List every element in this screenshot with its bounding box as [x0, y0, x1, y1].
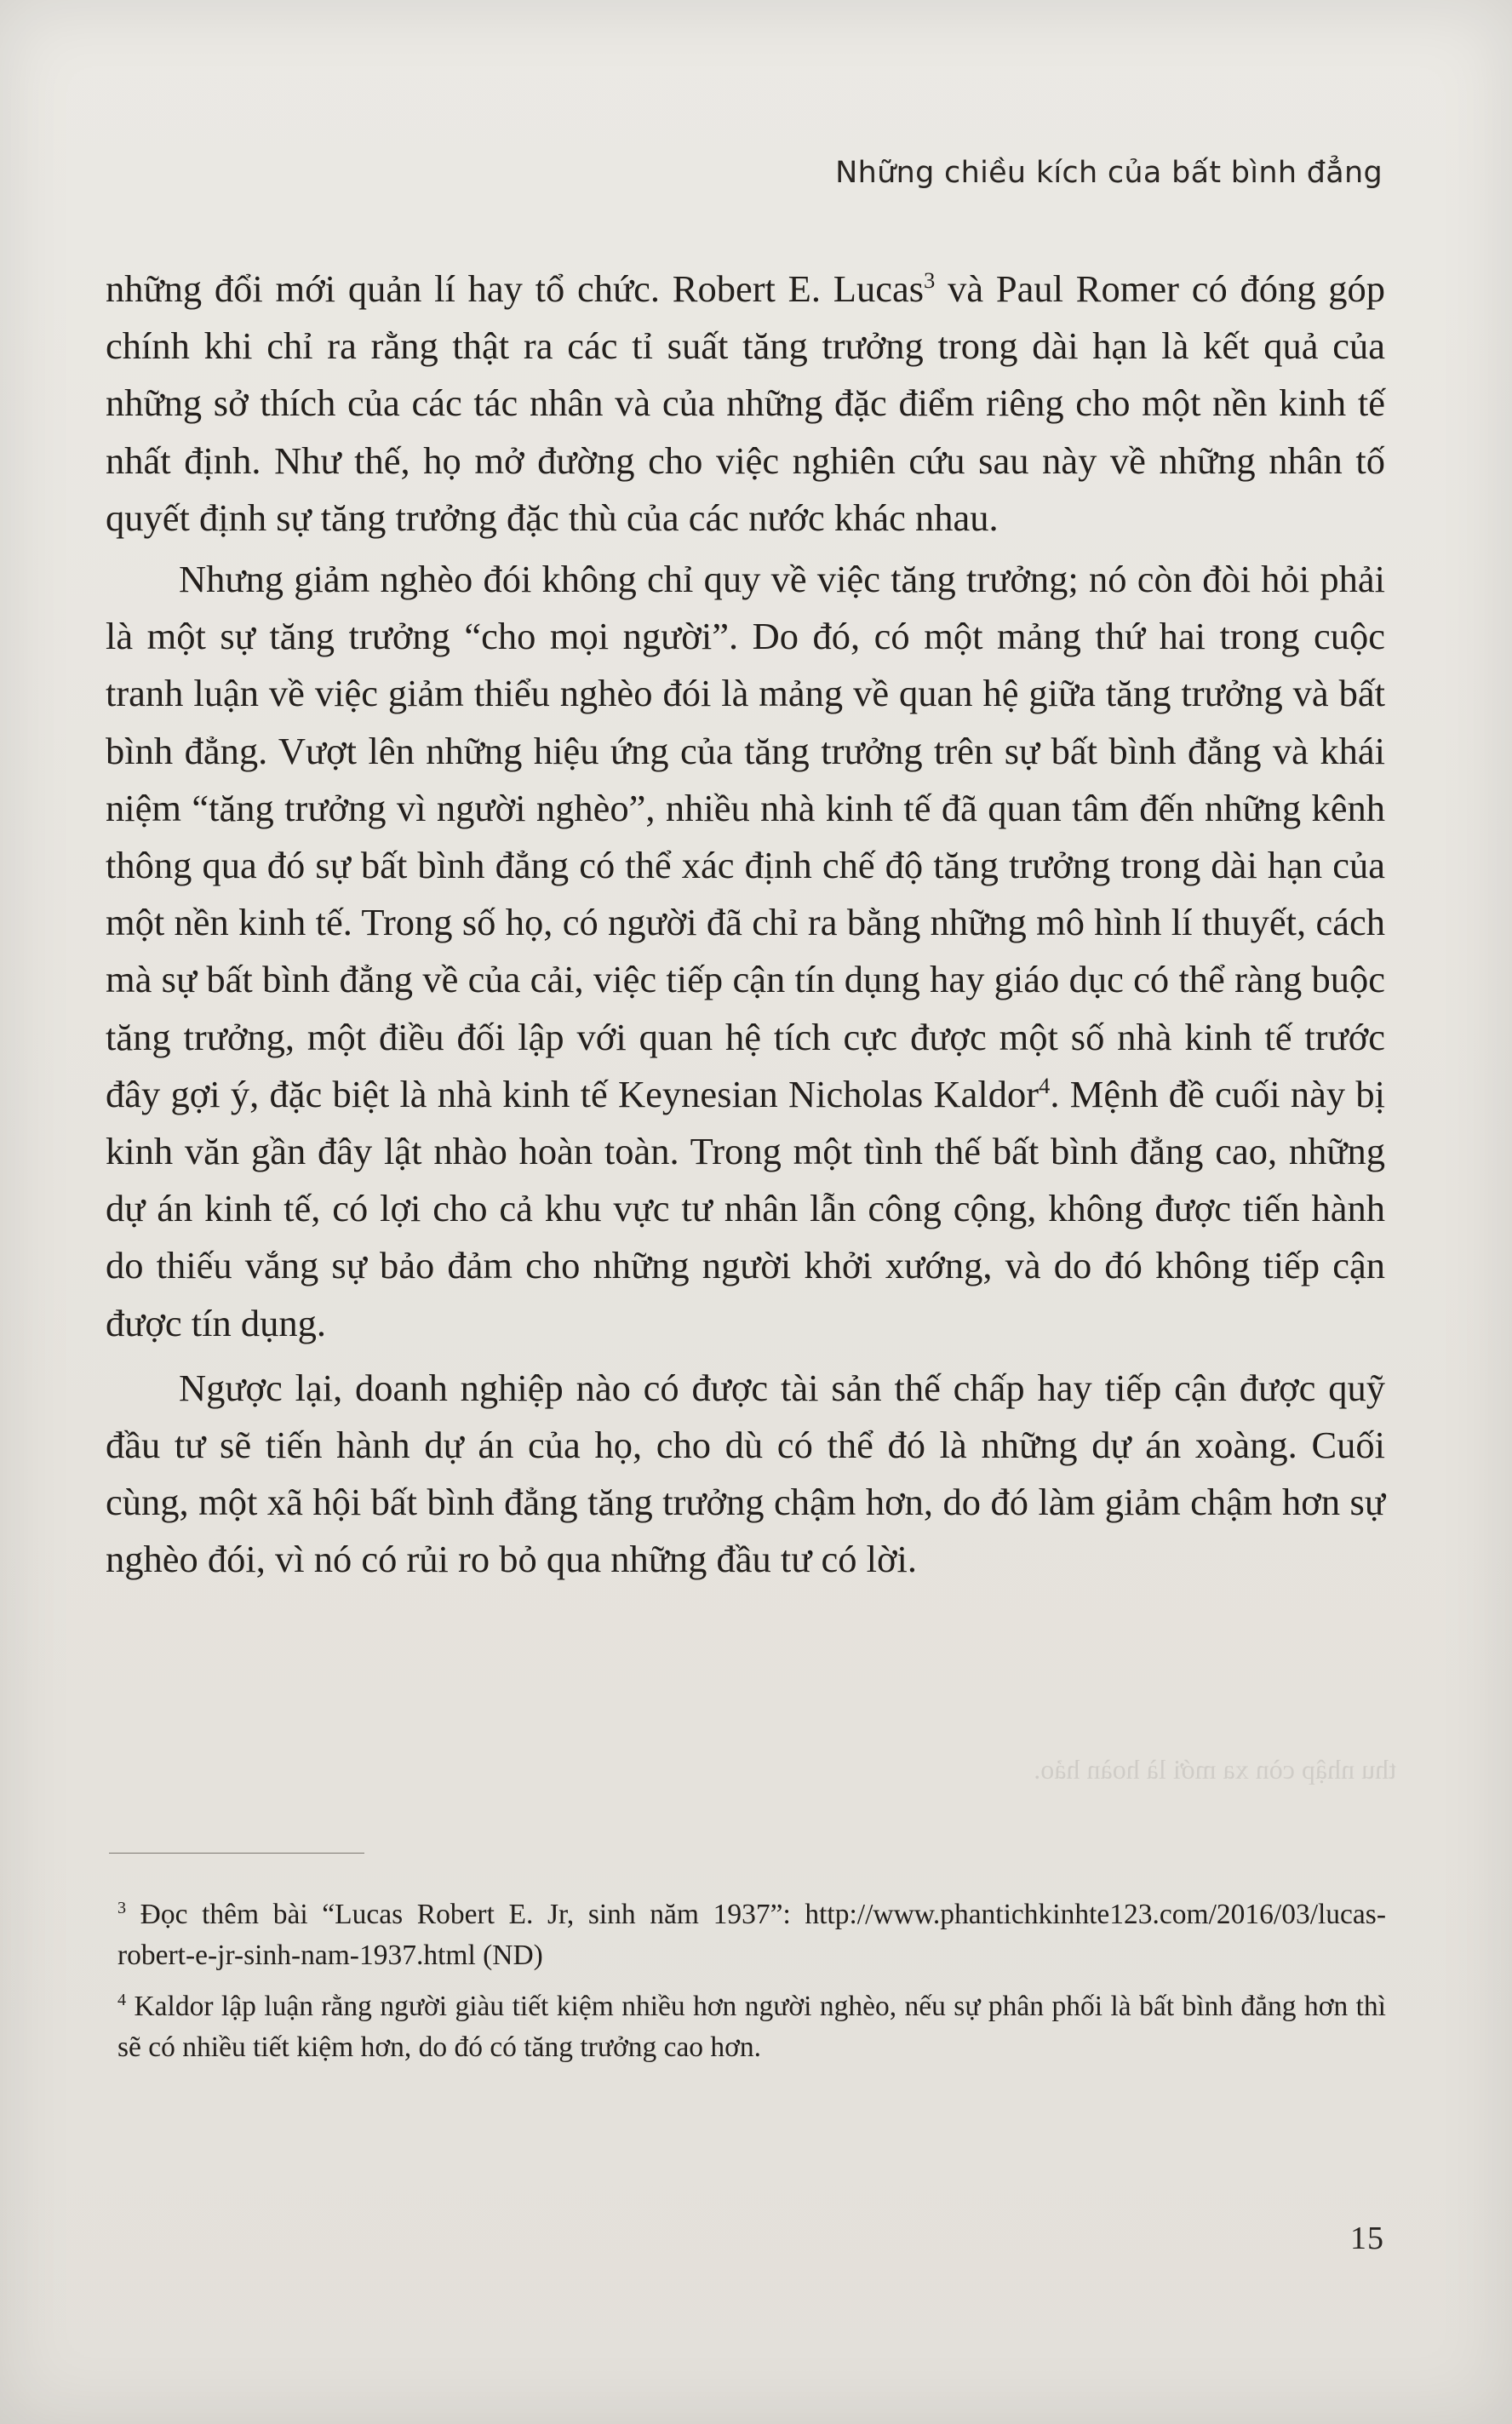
footnote-ref-4: 4 [1039, 1073, 1051, 1099]
paragraph-1-text-a: những đổi mới quản lí hay tổ chức. Robert E. Lucas [106, 267, 925, 310]
footnote-number: 3 [117, 1898, 127, 1917]
footnote-divider [109, 1853, 364, 1854]
footnote-text: Đọc thêm bài “Lucas Robert E. Jr, sinh năm 1937”: http://www.phantichkinhte123.com/2016/03/lucas-robert-e-jr-sinh-nam-1937.html (ND) [117, 1899, 1386, 1971]
bleed-through-text: thu nhập còn xa mới là hoàn hảo. [1034, 1754, 1396, 1785]
footnote-text: Kaldor lập luận rằng người giàu tiết kiệm nhiều hơn người nghèo, nếu sự phân phối là bất bình đẳng hơn thì sẽ có nhiều tiết kiệm hơn, do đó có tăng trưởng cao hơn. [117, 1991, 1386, 2063]
paragraph-1-text-b: và Paul Romer có đóng góp chính khi chỉ ra rằng thật ra các tỉ suất tăng trưởng trong dài hạn là kết quả của những sở thích của các tác nhân và của những đặc điểm riêng cho một nền kinh tế nhất định. Như thế, họ mở đường cho việc nghiên cứu sau này về những nhân tố quyết định sự tăng trưởng đặc thù của các nước khác nhau. [106, 267, 1385, 539]
footnote-4 [117, 1986, 1386, 2068]
paragraph-1 [106, 261, 1385, 547]
paragraph-2 [106, 551, 1385, 1352]
footnote-ref-3: 3 [924, 267, 936, 294]
footnote-3 [117, 1894, 1386, 1976]
body-text [106, 261, 1385, 1589]
running-header: Những chiều kích của bất bình đẳng [835, 156, 1383, 190]
paragraph-2-text-b: . Mệnh đề cuối này bị kinh văn gần đây lật nhào hoàn toàn. Trong một tình thế bất bình đẳng cao, những dự án kinh tế, có lợi cho cả khu vực tư nhân lẫn công cộng, không được tiến hành do thiếu vắng sự bảo đảm cho những người khởi xướng, và do đó không tiếp cận được tín dụng. [106, 1072, 1386, 1344]
page-number: 15 [1350, 2221, 1384, 2256]
footnote-number: 4 [117, 1990, 127, 2009]
paragraph-3: Ngược lại, doanh nghiệp nào có được tài sản thế chấp hay tiếp cận được quỹ đầu tư sẽ tiến hành dự án của họ, cho dù có thể đó là những dự án xoàng. Cuối cùng, một xã hội bất bình đẳng tăng trưởng chậm hơn, do đó làm giảm chậm hơn sự nghèo đói, vì nó có rủi ro bỏ qua những đầu tư có lời. [106, 1366, 1385, 1581]
footnotes [117, 1894, 1386, 2068]
paragraph-2-text-a: Nhưng giảm nghèo đói không chỉ quy về việc tăng trưởng; nó còn đòi hỏi phải là một sự tăng trưởng “cho mọi người”. Do đó, có một mảng thứ hai trong cuộc tranh luận về việc giảm thiểu nghèo đói là mảng về quan hệ giữa tăng trưởng và bất bình đẳng. Vượt lên những hiệu ứng của tăng trưởng trên sự bất bình đẳng và khái niệm “tăng trưởng vì người nghèo”, nhiều nhà kinh tế đã quan tâm đến những kênh thông qua đó sự bất bình đẳng có thể xác định chế độ tăng trưởng trong dài hạn của một nền kinh tế. Trong số họ, có người đã chỉ ra bằng những mô hình lí thuyết, cách mà sự bất bình đẳng về của cải, việc tiếp cận tín dụng hay giáo dục có thể ràng buộc tăng trưởng, một điều đối lập với quan hệ tích cực được một số nhà kinh tế trước đây gợi ý, đặc biệt là nhà kinh tế Keynesian Nicholas Kaldor [106, 558, 1385, 1115]
